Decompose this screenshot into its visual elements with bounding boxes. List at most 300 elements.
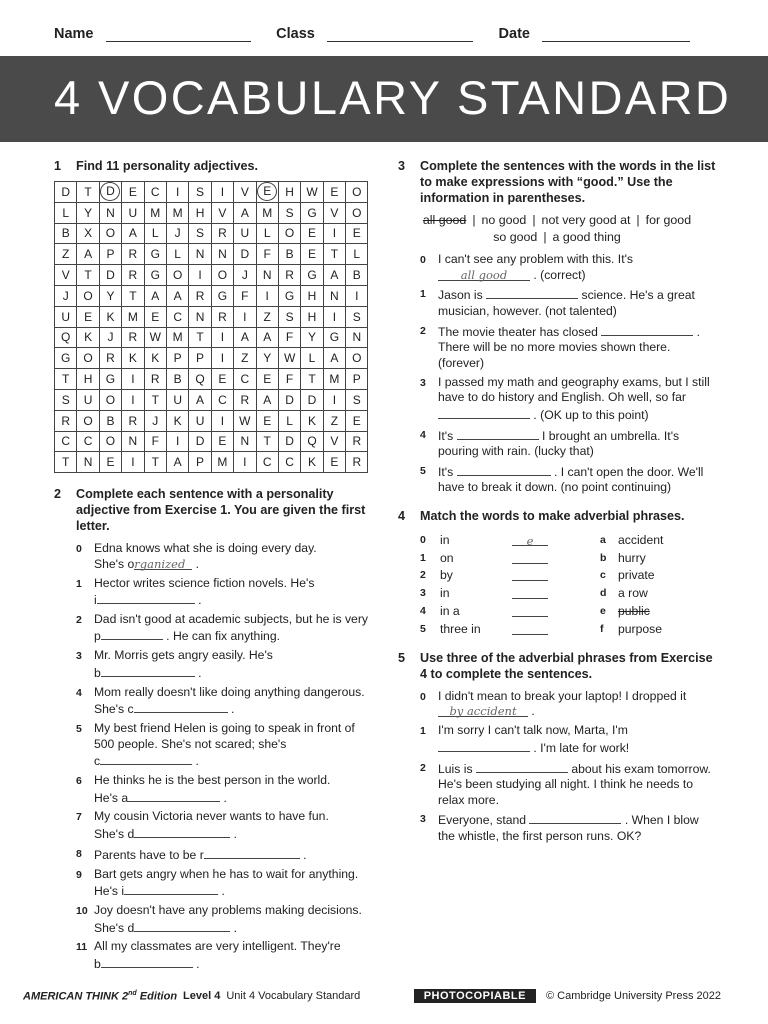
grid-cell[interactable]: G (99, 369, 121, 390)
grid-cell[interactable]: E (256, 369, 278, 390)
grid-cell[interactable]: J (234, 265, 256, 286)
exercise-instruction: Match the words to make adverbial phrases. (420, 508, 685, 523)
answer-blank[interactable] (438, 406, 530, 419)
grid-cell[interactable]: E (144, 306, 166, 327)
answer-blank[interactable] (438, 704, 528, 717)
grid-row (55, 452, 368, 473)
grid-cell[interactable]: E (211, 431, 233, 452)
grid-cell[interactable]: C (166, 306, 188, 327)
grid-cell[interactable]: N (122, 431, 144, 452)
grid-cell[interactable]: T (301, 369, 323, 390)
grid-cell[interactable]: J (166, 223, 188, 244)
word-search-grid[interactable] (54, 181, 368, 473)
grid-cell[interactable]: R (211, 223, 233, 244)
grid-cell[interactable]: T (77, 182, 99, 203)
answer-blank[interactable] (134, 919, 230, 932)
grid-cell[interactable]: V (211, 202, 233, 223)
item-sentence: Joy doesn't have any problems making decisions. (94, 903, 362, 918)
grid-cell[interactable]: M (144, 202, 166, 223)
grid-cell[interactable]: A (166, 452, 188, 473)
grid-cell[interactable]: E (122, 182, 144, 203)
grid-cell[interactable]: I (211, 327, 233, 348)
name-field[interactable] (54, 22, 251, 42)
grid-cell[interactable]: M (166, 202, 188, 223)
grid-cell[interactable]: G (144, 244, 166, 265)
grid-cell[interactable]: N (77, 452, 99, 473)
exercise-item (76, 867, 374, 900)
word-bank-row (398, 212, 716, 229)
exercise-number: 4 (398, 508, 406, 523)
exercise-item (76, 846, 374, 864)
title-banner (0, 56, 768, 142)
grid-cell[interactable]: I (122, 452, 144, 473)
grid-cell[interactable]: U (122, 202, 144, 223)
grid-cell[interactable]: T (144, 389, 166, 410)
answer-blank[interactable] (457, 427, 539, 440)
grid-cell[interactable]: J (99, 327, 121, 348)
grid-cell[interactable]: G (323, 327, 345, 348)
answer-blank[interactable] (97, 591, 195, 604)
grid-cell[interactable]: T (77, 265, 99, 286)
grid-cell[interactable]: O (77, 348, 99, 369)
grid-cell[interactable]: I (346, 285, 368, 306)
grid-cell[interactable]: B (346, 265, 368, 286)
class-field[interactable] (276, 22, 473, 42)
answer-suffix: . (299, 847, 307, 862)
grid-cell[interactable]: E (99, 452, 121, 473)
grid-cell[interactable]: G (55, 348, 77, 369)
answer-blank[interactable] (100, 752, 192, 765)
grid-cell[interactable] (256, 182, 278, 203)
grid-cell[interactable]: I (211, 410, 233, 431)
grid-cell[interactable]: G (211, 285, 233, 306)
answer-blank[interactable] (128, 789, 220, 802)
grid-cell[interactable]: M (256, 202, 278, 223)
grid-cell[interactable]: K (166, 410, 188, 431)
grid-cell[interactable]: L (144, 223, 166, 244)
answer-suffix: . (230, 920, 238, 935)
grid-cell[interactable]: I (211, 348, 233, 369)
grid-cell[interactable]: I (211, 182, 233, 203)
grid-cell[interactable]: A (234, 202, 256, 223)
answer-suffix: . (227, 702, 235, 717)
grid-cell[interactable]: D (99, 265, 121, 286)
grid-cell[interactable]: R (122, 410, 144, 431)
match-answer-blank[interactable] (512, 569, 548, 581)
option-letter: e (600, 605, 606, 618)
grid-cell[interactable]: T (144, 452, 166, 473)
grid-cell[interactable]: B (99, 410, 121, 431)
grid-cell[interactable]: V (323, 202, 345, 223)
grid-cell[interactable]: P (346, 369, 368, 390)
grid-cell[interactable]: B (55, 223, 77, 244)
answer-blank[interactable] (101, 664, 195, 677)
exercise-1-heading (54, 158, 374, 174)
grid-cell[interactable]: V (55, 265, 77, 286)
answer-blank[interactable] (438, 268, 530, 281)
match-answer-blank[interactable] (512, 587, 548, 599)
item-suffix: . There will be no more movies shown there. (forever) (438, 324, 701, 370)
grid-cell[interactable] (99, 182, 121, 203)
grid-cell[interactable]: H (189, 202, 211, 223)
grid-cell[interactable]: K (144, 348, 166, 369)
item-answer-line (94, 955, 374, 973)
item-sentence: Hector writes science fiction novels. He's (94, 575, 315, 590)
grid-cell[interactable]: M (166, 327, 188, 348)
grid-cell[interactable]: N (189, 244, 211, 265)
grid-cell[interactable]: E (211, 369, 233, 390)
grid-cell[interactable]: R (55, 410, 77, 431)
grid-cell[interactable]: M (211, 452, 233, 473)
grid-cell[interactable]: E (323, 452, 345, 473)
grid-cell[interactable]: X (77, 223, 99, 244)
grid-cell[interactable]: R (122, 244, 144, 265)
item-text (438, 323, 716, 372)
grid-cell[interactable]: V (323, 431, 345, 452)
grid-cell[interactable]: N (323, 285, 345, 306)
grid-cell[interactable]: E (256, 410, 278, 431)
grid-row (55, 182, 368, 203)
grid-cell[interactable]: D (234, 244, 256, 265)
grid-cell[interactable]: A (323, 265, 345, 286)
grid-cell[interactable]: F (278, 369, 300, 390)
match-right-word: a row (618, 586, 648, 601)
grid-cell[interactable]: L (346, 244, 368, 265)
grid-cell[interactable]: P (189, 452, 211, 473)
grid-cell[interactable]: D (301, 389, 323, 410)
grid-cell[interactable]: W (301, 182, 323, 203)
answer-blank[interactable] (101, 955, 193, 968)
grid-cell[interactable]: L (278, 410, 300, 431)
grid-cell[interactable]: L (55, 202, 77, 223)
grid-cell[interactable]: L (166, 244, 188, 265)
grid-cell[interactable]: K (77, 327, 99, 348)
grid-cell[interactable]: C (55, 431, 77, 452)
grid-cell[interactable]: A (256, 389, 278, 410)
date-field[interactable] (499, 22, 690, 42)
grid-cell[interactable]: N (211, 244, 233, 265)
grid-cell[interactable]: E (346, 223, 368, 244)
grid-cell[interactable]: C (77, 431, 99, 452)
exercise-instruction: Find 11 personality adjectives. (76, 159, 258, 173)
item-sentence: Edna knows what she is doing every day. (94, 541, 317, 556)
exercise-item (76, 773, 374, 806)
grid-cell[interactable]: C (144, 182, 166, 203)
grid-cell[interactable]: P (99, 244, 121, 265)
grid-cell[interactable]: K (301, 452, 323, 473)
grid-cell[interactable]: H (301, 285, 323, 306)
grid-cell[interactable]: L (256, 223, 278, 244)
grid-cell[interactable]: Q (55, 327, 77, 348)
match-left-word: three in (440, 621, 481, 636)
grid-cell[interactable]: I (323, 389, 345, 410)
grid-cell[interactable]: O (77, 410, 99, 431)
grid-cell[interactable]: N (99, 202, 121, 223)
grid-cell[interactable]: O (99, 223, 121, 244)
grid-cell[interactable]: G (301, 202, 323, 223)
grid-cell[interactable]: I (256, 285, 278, 306)
item-number: 4 (420, 605, 426, 618)
item-number: 3 (420, 376, 426, 389)
class-line[interactable] (327, 27, 473, 42)
grid-cell[interactable]: F (256, 244, 278, 265)
grid-row (55, 244, 368, 265)
name-line[interactable] (106, 27, 251, 42)
grid-cell[interactable]: O (211, 265, 233, 286)
grid-cell[interactable]: C (256, 452, 278, 473)
bank-word: a good thing (552, 230, 621, 244)
grid-cell[interactable]: O (346, 202, 368, 223)
grid-cell[interactable]: D (278, 389, 300, 410)
grid-cell[interactable]: M (323, 369, 345, 390)
grid-cell[interactable]: A (166, 285, 188, 306)
item-number: 11 (76, 941, 88, 954)
grid-cell[interactable]: Q (189, 369, 211, 390)
item-text (94, 685, 374, 718)
grid-cell[interactable]: I (189, 265, 211, 286)
match-row (420, 620, 716, 638)
grid-cell[interactable]: D (278, 431, 300, 452)
grid-cell[interactable]: M (122, 306, 144, 327)
item-prefix: I can't see any problem with this. It's (438, 252, 633, 266)
answer-blank[interactable] (457, 463, 551, 476)
grid-cell[interactable]: O (99, 431, 121, 452)
grid-cell[interactable]: R (346, 431, 368, 452)
grid-cell[interactable]: T (55, 452, 77, 473)
answer-prefix: He's i (94, 884, 125, 899)
grid-cell[interactable]: W (144, 327, 166, 348)
grid-cell[interactable]: G (301, 265, 323, 286)
answer-prefix: Parents have to be r (94, 847, 204, 862)
grid-cell[interactable]: U (166, 389, 188, 410)
grid-cell[interactable]: O (77, 285, 99, 306)
grid-cell[interactable]: A (189, 389, 211, 410)
grid-cell[interactable]: A (256, 327, 278, 348)
grid-cell[interactable]: I (122, 389, 144, 410)
grid-cell[interactable]: D (55, 182, 77, 203)
grid-cell[interactable]: Y (301, 327, 323, 348)
grid-cell[interactable]: H (301, 306, 323, 327)
answer-blank[interactable] (486, 286, 578, 299)
match-answer-blank[interactable] (512, 623, 548, 635)
grid-cell[interactable]: Y (99, 285, 121, 306)
grid-cell[interactable]: E (301, 223, 323, 244)
grid-cell[interactable]: S (278, 202, 300, 223)
exercise-number: 2 (54, 487, 62, 502)
answer-blank[interactable] (134, 557, 192, 570)
answer-prefix: He's a (94, 790, 129, 805)
answer-blank[interactable] (438, 739, 530, 752)
match-right-word: public (618, 604, 650, 619)
bank-separator: | (472, 213, 476, 227)
grid-cell[interactable]: R (144, 369, 166, 390)
exercise-item (420, 323, 716, 372)
answer-blank[interactable] (204, 846, 300, 859)
grid-cell[interactable]: E (301, 244, 323, 265)
match-answer-blank[interactable] (512, 534, 548, 546)
grid-cell[interactable]: N (189, 306, 211, 327)
grid-cell[interactable]: F (234, 285, 256, 306)
grid-cell[interactable]: K (99, 306, 121, 327)
grid-cell[interactable]: G (278, 285, 300, 306)
grid-cell[interactable]: T (189, 327, 211, 348)
match-left-word: by (440, 568, 453, 583)
match-left-word: in a (440, 604, 460, 619)
item-suffix: . (528, 704, 535, 719)
grid-cell[interactable]: I (234, 452, 256, 473)
grid-cell[interactable]: Y (256, 348, 278, 369)
grid-cell[interactable]: U (189, 410, 211, 431)
grid-cell[interactable]: C (278, 452, 300, 473)
answer-blank[interactable] (529, 811, 621, 824)
grid-cell[interactable]: A (323, 348, 345, 369)
grid-row (55, 327, 368, 348)
item-number: 8 (76, 847, 82, 860)
grid-cell[interactable]: E (77, 306, 99, 327)
grid-cell[interactable]: B (278, 244, 300, 265)
grid-cell[interactable]: S (55, 389, 77, 410)
item-sentence: My cousin Victoria never wants to have fun. (94, 809, 329, 824)
exercise-item (420, 427, 716, 460)
grid-cell[interactable]: A (122, 223, 144, 244)
grid-cell[interactable]: U (77, 389, 99, 410)
answer-blank[interactable] (601, 323, 693, 336)
grid-cell[interactable]: Z (55, 244, 77, 265)
circled-letter: E (257, 182, 277, 201)
grid-cell[interactable]: N (346, 327, 368, 348)
grid-cell[interactable]: A (234, 327, 256, 348)
grid-cell[interactable]: R (234, 389, 256, 410)
grid-cell[interactable]: H (77, 369, 99, 390)
exercise-3-items (398, 252, 716, 496)
answer-blank[interactable] (124, 882, 218, 895)
grid-row (55, 202, 368, 223)
grid-cell[interactable]: O (166, 265, 188, 286)
grid-cell[interactable]: T (55, 369, 77, 390)
grid-cell[interactable]: K (122, 348, 144, 369)
grid-cell[interactable]: W (234, 410, 256, 431)
grid-cell[interactable]: S (346, 389, 368, 410)
option-letter: a (600, 533, 606, 546)
answer-prefix: She's d (94, 826, 135, 841)
item-answer-line (94, 700, 374, 718)
grid-cell[interactable]: F (278, 327, 300, 348)
bank-separator: | (636, 213, 640, 227)
grid-cell[interactable]: K (301, 410, 323, 431)
grid-cell[interactable]: A (144, 285, 166, 306)
grid-cell[interactable]: E (346, 410, 368, 431)
grid-cell[interactable]: I (166, 182, 188, 203)
student-info-header (54, 22, 690, 42)
grid-cell[interactable]: Z (256, 306, 278, 327)
grid-cell[interactable]: Z (234, 348, 256, 369)
grid-cell[interactable]: O (278, 223, 300, 244)
grid-cell[interactable]: I (234, 306, 256, 327)
grid-cell[interactable]: S (346, 306, 368, 327)
item-answer-line (94, 882, 374, 900)
grid-cell[interactable]: A (77, 244, 99, 265)
grid-cell[interactable]: L (301, 348, 323, 369)
grid-cell[interactable]: R (346, 452, 368, 473)
grid-cell[interactable]: Y (77, 202, 99, 223)
item-answer-line (94, 825, 374, 843)
grid-cell[interactable]: P (189, 348, 211, 369)
grid-cell[interactable]: J (55, 285, 77, 306)
grid-cell[interactable]: S (278, 306, 300, 327)
grid-cell[interactable]: U (234, 223, 256, 244)
right-column (398, 158, 716, 848)
answer-blank[interactable] (101, 627, 163, 640)
grid-cell[interactable]: I (323, 223, 345, 244)
item-answer-line (94, 919, 374, 937)
grid-cell[interactable]: U (55, 306, 77, 327)
grid-cell[interactable]: D (189, 431, 211, 452)
grid-cell[interactable]: I (166, 431, 188, 452)
date-line[interactable] (542, 27, 690, 42)
grid-cell[interactable]: I (122, 369, 144, 390)
item-prefix: Jason is (438, 288, 487, 303)
grid-cell[interactable]: T (256, 431, 278, 452)
item-suffix: . (OK up to this point) (530, 407, 649, 422)
answer-blank[interactable] (134, 825, 230, 838)
exercise-item (420, 375, 716, 424)
grid-cell[interactable]: O (346, 348, 368, 369)
grid-cell[interactable]: R (189, 285, 211, 306)
grid-cell[interactable]: R (278, 265, 300, 286)
grid-cell[interactable]: I (323, 306, 345, 327)
grid-cell[interactable]: S (189, 223, 211, 244)
grid-row (55, 285, 368, 306)
grid-cell[interactable]: C (234, 369, 256, 390)
grid-cell[interactable]: G (144, 265, 166, 286)
grid-cell[interactable]: T (122, 285, 144, 306)
grid-cell[interactable]: C (211, 389, 233, 410)
example-answer: by accident (449, 704, 517, 719)
grid-cell[interactable]: O (346, 182, 368, 203)
grid-cell[interactable]: R (122, 327, 144, 348)
grid-cell[interactable]: R (99, 348, 121, 369)
grid-cell[interactable]: S (189, 182, 211, 203)
answer-blank[interactable] (476, 760, 568, 773)
match-answer-blank[interactable] (512, 552, 548, 564)
grid-cell[interactable]: Q (301, 431, 323, 452)
grid-cell[interactable]: E (323, 182, 345, 203)
grid-cell[interactable]: B (166, 369, 188, 390)
match-right-word: hurry (618, 550, 646, 565)
item-text (94, 541, 374, 572)
grid-cell[interactable]: N (256, 265, 278, 286)
match-left-word: on (440, 550, 454, 565)
answer-blank[interactable] (134, 700, 228, 713)
item-answer-line (94, 557, 374, 573)
grid-cell[interactable]: V (234, 182, 256, 203)
grid-cell[interactable]: R (122, 265, 144, 286)
item-prefix: I'm sorry I can't talk now, Marta, I'm (438, 723, 628, 738)
grid-cell[interactable]: N (234, 431, 256, 452)
grid-cell[interactable]: O (99, 389, 121, 410)
grid-cell[interactable]: P (166, 348, 188, 369)
grid-cell[interactable]: F (144, 431, 166, 452)
grid-cell[interactable]: H (278, 182, 300, 203)
match-answer-blank[interactable] (512, 605, 548, 617)
grid-cell[interactable]: W (278, 348, 300, 369)
grid-cell[interactable]: J (144, 410, 166, 431)
grid-cell[interactable]: T (323, 244, 345, 265)
grid-cell[interactable]: Z (323, 410, 345, 431)
circled-letter: D (100, 182, 120, 201)
item-answer-line (94, 789, 374, 807)
grid-cell[interactable]: R (211, 306, 233, 327)
